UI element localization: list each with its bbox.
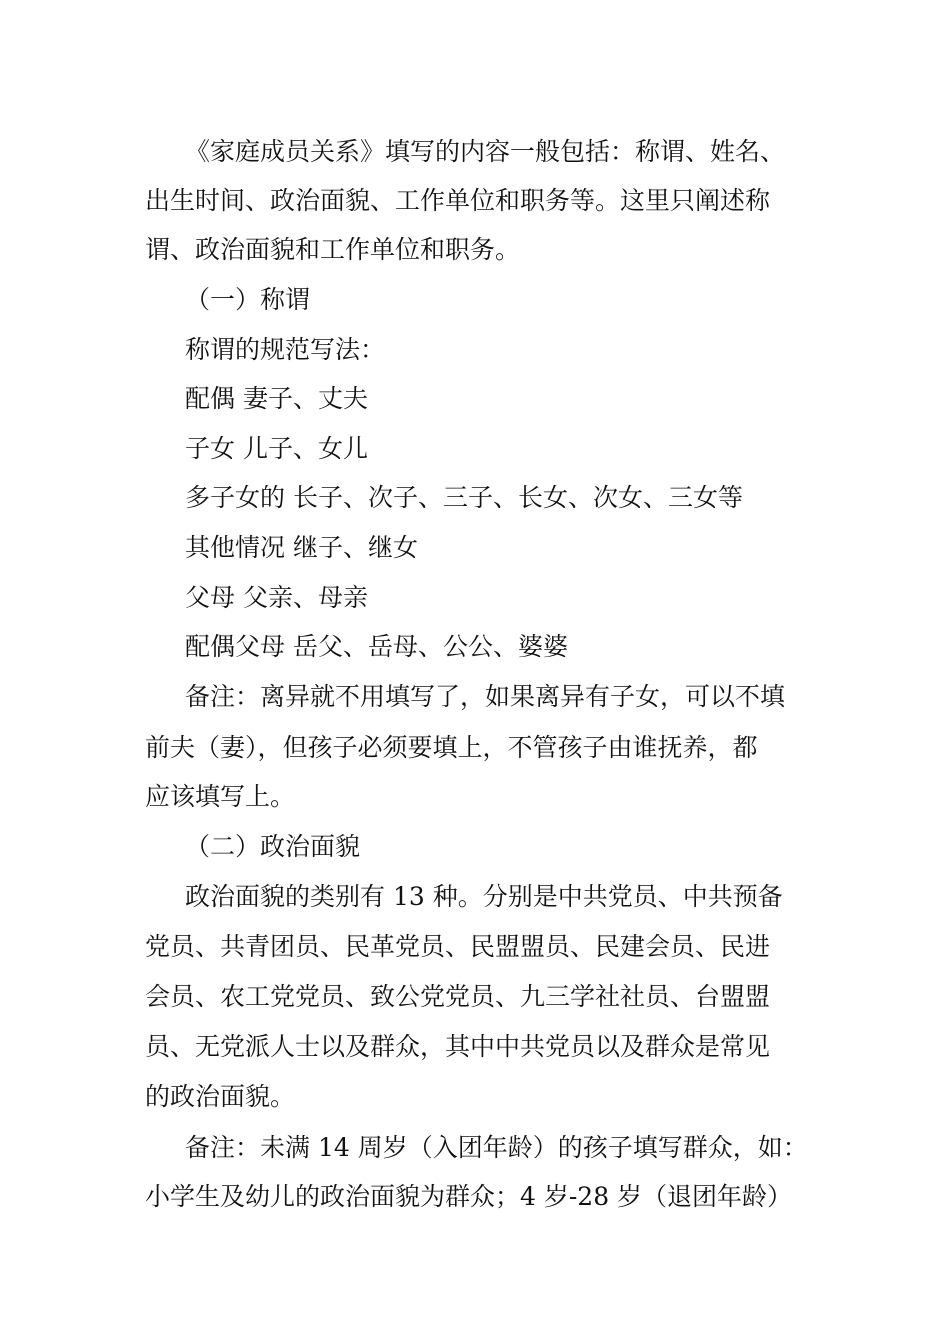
text-line: 称谓的规范写法： [185,335,386,364]
text-line: 应该填写上。 [145,782,296,811]
text-line: 小学生及幼儿的政治面貌为群众；4 岁-28 岁（退团年龄） [145,1182,793,1211]
text-line: 会员、农工党党员、致公党党员、九三学社社员、台盟盟 [145,982,771,1011]
text-line: 谓、政治面貌和工作单位和职务。 [145,235,521,264]
text-line: 子女 儿子、女儿 [185,434,368,463]
text-line: 党员、共青团员、民革党员、民盟盟员、民建会员、民进 [145,932,771,961]
section-heading: （一）称谓 [185,285,311,314]
text-line: 出生时间、政治面貌、工作单位和职务等。这里只阐述称 [145,186,771,215]
text-line: 的政治面貌。 [145,1082,296,1111]
text-line: 其他情况 继子、继女 [185,533,418,562]
text-line: 《家庭成员关系》填写的内容一般包括：称谓、姓名、 [185,137,786,166]
text-line: 备注：离异就不用填写了，如果离异有子女，可以不填 [185,682,786,711]
text-line: 政治面貌的类别有 13 种。分别是中共党员、中共预备 [185,882,783,911]
text-line: 配偶 妻子、丈夫 [185,384,368,413]
text-line: 多子女的 长子、次子、三子、长女、次女、三女等 [185,483,743,512]
text-line: 父母 父亲、母亲 [185,583,368,612]
text-line: 备注：未满 14 周岁（入团年龄）的孩子填写群众，如： [185,1133,808,1162]
text-line: 配偶父母 岳父、岳母、公公、婆婆 [185,632,568,661]
text-line: 前夫（妻），但孩子必须要填上，不管孩子由谁抚养，都 [145,733,758,762]
section-heading: （二）政治面貌 [185,832,361,861]
text-line: 员、无党派人士以及群众，其中中共党员以及群众是常见 [145,1032,771,1061]
